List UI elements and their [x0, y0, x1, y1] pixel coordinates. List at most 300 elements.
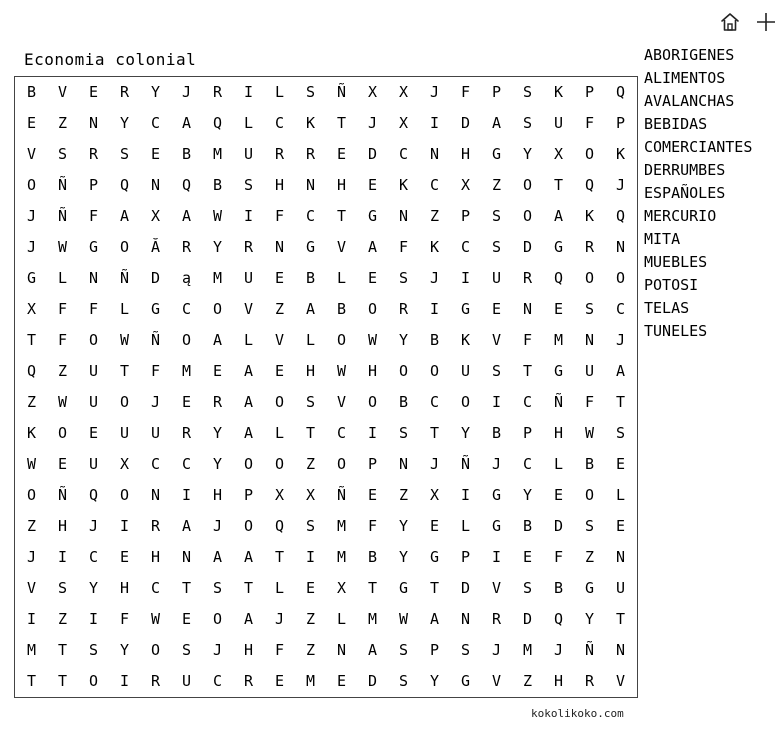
- grid-cell[interactable]: O: [584, 144, 595, 163]
- grid-cell[interactable]: J: [429, 82, 440, 101]
- grid-cell[interactable]: T: [429, 423, 440, 442]
- grid-cell[interactable]: Z: [491, 175, 502, 194]
- grid-cell[interactable]: Y: [429, 671, 440, 690]
- grid-cell[interactable]: R: [243, 237, 254, 256]
- grid-cell[interactable]: S: [522, 113, 533, 132]
- grid-cell[interactable]: S: [584, 516, 595, 535]
- grid-cell[interactable]: M: [26, 640, 37, 659]
- grid-cell[interactable]: S: [119, 144, 130, 163]
- grid-cell[interactable]: U: [491, 268, 502, 287]
- grid-cell[interactable]: P: [429, 640, 440, 659]
- grid-cell[interactable]: Y: [212, 237, 223, 256]
- grid-cell[interactable]: B: [491, 423, 502, 442]
- grid-cell[interactable]: R: [398, 299, 409, 318]
- grid-cell[interactable]: J: [26, 206, 37, 225]
- grid-cell[interactable]: R: [522, 268, 533, 287]
- grid-cell[interactable]: N: [615, 640, 626, 659]
- grid-cell[interactable]: C: [212, 671, 223, 690]
- grid-cell[interactable]: B: [429, 330, 440, 349]
- grid-cell[interactable]: S: [88, 640, 99, 659]
- grid-cell[interactable]: K: [305, 113, 316, 132]
- grid-cell[interactable]: E: [181, 392, 192, 411]
- grid-cell[interactable]: Y: [119, 113, 130, 132]
- grid-cell[interactable]: J: [429, 268, 440, 287]
- grid-cell[interactable]: U: [243, 144, 254, 163]
- grid-cell[interactable]: Z: [274, 299, 285, 318]
- grid-cell[interactable]: G: [429, 547, 440, 566]
- grid-cell[interactable]: O: [212, 609, 223, 628]
- grid-cell[interactable]: E: [57, 454, 68, 473]
- grid-cell[interactable]: V: [243, 299, 254, 318]
- grid-cell[interactable]: O: [367, 392, 378, 411]
- grid-cell[interactable]: T: [305, 423, 316, 442]
- grid-cell[interactable]: T: [119, 361, 130, 380]
- grid-cell[interactable]: J: [88, 516, 99, 535]
- grid-cell[interactable]: M: [181, 361, 192, 380]
- grid-cell[interactable]: Z: [429, 206, 440, 225]
- grid-cell[interactable]: K: [460, 330, 471, 349]
- grid-cell[interactable]: F: [274, 206, 285, 225]
- grid-cell[interactable]: Q: [26, 361, 37, 380]
- grid-cell[interactable]: V: [615, 671, 626, 690]
- grid-cell[interactable]: J: [274, 609, 285, 628]
- grid-cell[interactable]: G: [305, 237, 316, 256]
- grid-cell[interactable]: L: [274, 82, 285, 101]
- grid-cell[interactable]: N: [398, 206, 409, 225]
- grid-cell[interactable]: S: [398, 268, 409, 287]
- grid-cell[interactable]: S: [212, 578, 223, 597]
- grid-cell[interactable]: M: [367, 609, 378, 628]
- grid-cell[interactable]: F: [57, 299, 68, 318]
- grid-cell[interactable]: Y: [212, 423, 223, 442]
- grid-cell[interactable]: E: [274, 671, 285, 690]
- grid-cell[interactable]: I: [460, 485, 471, 504]
- grid-cell[interactable]: E: [212, 361, 223, 380]
- grid-cell[interactable]: J: [212, 516, 223, 535]
- grid-cell[interactable]: F: [367, 516, 378, 535]
- grid-cell[interactable]: E: [88, 82, 99, 101]
- grid-cell[interactable]: J: [491, 454, 502, 473]
- grid-cell[interactable]: R: [491, 609, 502, 628]
- grid-cell[interactable]: E: [367, 485, 378, 504]
- grid-cell[interactable]: K: [553, 82, 564, 101]
- grid-cell[interactable]: J: [615, 175, 626, 194]
- grid-cell[interactable]: Q: [212, 113, 223, 132]
- grid-cell[interactable]: N: [615, 547, 626, 566]
- grid-cell[interactable]: A: [491, 113, 502, 132]
- grid-cell[interactable]: B: [212, 175, 223, 194]
- grid-cell[interactable]: A: [212, 330, 223, 349]
- grid-cell[interactable]: D: [460, 578, 471, 597]
- grid-cell[interactable]: W: [57, 392, 68, 411]
- grid-cell[interactable]: R: [88, 144, 99, 163]
- grid-cell[interactable]: Z: [305, 640, 316, 659]
- grid-cell[interactable]: E: [367, 268, 378, 287]
- grid-cell[interactable]: I: [181, 485, 192, 504]
- grid-cell[interactable]: V: [336, 237, 347, 256]
- grid-cell[interactable]: Y: [398, 516, 409, 535]
- grid-cell[interactable]: I: [119, 516, 130, 535]
- grid-cell[interactable]: H: [57, 516, 68, 535]
- grid-cell[interactable]: H: [212, 485, 223, 504]
- grid-cell[interactable]: A: [181, 113, 192, 132]
- grid-cell[interactable]: O: [119, 485, 130, 504]
- grid-cell[interactable]: A: [181, 516, 192, 535]
- grid-cell[interactable]: C: [181, 299, 192, 318]
- grid-cell[interactable]: T: [522, 361, 533, 380]
- grid-cell[interactable]: Z: [26, 516, 37, 535]
- grid-cell[interactable]: X: [119, 454, 130, 473]
- grid-cell[interactable]: M: [212, 268, 223, 287]
- grid-cell[interactable]: I: [429, 299, 440, 318]
- grid-cell[interactable]: Z: [57, 113, 68, 132]
- grid-cell[interactable]: B: [305, 268, 316, 287]
- grid-cell[interactable]: C: [274, 113, 285, 132]
- grid-cell[interactable]: F: [553, 547, 564, 566]
- grid-cell[interactable]: N: [615, 237, 626, 256]
- grid-cell[interactable]: J: [615, 330, 626, 349]
- grid-cell[interactable]: J: [491, 640, 502, 659]
- grid-cell[interactable]: G: [460, 299, 471, 318]
- grid-cell[interactable]: I: [26, 609, 37, 628]
- grid-cell[interactable]: X: [553, 144, 564, 163]
- grid-cell[interactable]: L: [274, 423, 285, 442]
- grid-cell[interactable]: R: [274, 144, 285, 163]
- grid-cell[interactable]: M: [305, 671, 316, 690]
- grid-cell[interactable]: U: [88, 361, 99, 380]
- grid-cell[interactable]: A: [119, 206, 130, 225]
- grid-cell[interactable]: S: [398, 423, 409, 442]
- grid-cell[interactable]: V: [491, 671, 502, 690]
- grid-cell[interactable]: I: [119, 671, 130, 690]
- grid-cell[interactable]: O: [460, 392, 471, 411]
- grid-cell[interactable]: R: [243, 671, 254, 690]
- grid-cell[interactable]: Ñ: [584, 640, 595, 659]
- grid-cell[interactable]: U: [615, 578, 626, 597]
- grid-cell[interactable]: Y: [88, 578, 99, 597]
- grid-cell[interactable]: W: [212, 206, 223, 225]
- grid-cell[interactable]: G: [491, 144, 502, 163]
- grid-cell[interactable]: S: [491, 206, 502, 225]
- grid-cell[interactable]: G: [584, 578, 595, 597]
- grid-cell[interactable]: L: [615, 485, 626, 504]
- grid-cell[interactable]: A: [181, 206, 192, 225]
- grid-cell[interactable]: Z: [305, 609, 316, 628]
- grid-cell[interactable]: H: [460, 144, 471, 163]
- grid-cell[interactable]: E: [181, 609, 192, 628]
- grid-cell[interactable]: Ă: [150, 237, 161, 256]
- grid-cell[interactable]: C: [522, 454, 533, 473]
- grid-cell[interactable]: O: [398, 361, 409, 380]
- grid-cell[interactable]: Q: [274, 516, 285, 535]
- grid-cell[interactable]: A: [243, 392, 254, 411]
- grid-cell[interactable]: L: [274, 578, 285, 597]
- grid-cell[interactable]: C: [150, 113, 161, 132]
- grid-cell[interactable]: V: [491, 330, 502, 349]
- grid-cell[interactable]: O: [615, 268, 626, 287]
- grid-cell[interactable]: X: [274, 485, 285, 504]
- grid-cell[interactable]: E: [367, 175, 378, 194]
- grid-cell[interactable]: Y: [398, 547, 409, 566]
- grid-cell[interactable]: A: [429, 609, 440, 628]
- grid-cell[interactable]: V: [26, 144, 37, 163]
- grid-cell[interactable]: Q: [88, 485, 99, 504]
- grid-cell[interactable]: S: [305, 516, 316, 535]
- grid-cell[interactable]: N: [181, 547, 192, 566]
- grid-cell[interactable]: V: [491, 578, 502, 597]
- grid-cell[interactable]: V: [26, 578, 37, 597]
- grid-cell[interactable]: I: [429, 113, 440, 132]
- grid-cell[interactable]: C: [522, 392, 533, 411]
- grid-cell[interactable]: B: [398, 392, 409, 411]
- grid-cell[interactable]: S: [491, 361, 502, 380]
- grid-cell[interactable]: S: [305, 82, 316, 101]
- grid-cell[interactable]: V: [336, 392, 347, 411]
- grid-cell[interactable]: S: [398, 640, 409, 659]
- grid-cell[interactable]: X: [26, 299, 37, 318]
- grid-cell[interactable]: I: [491, 547, 502, 566]
- grid-cell[interactable]: X: [398, 113, 409, 132]
- grid-cell[interactable]: E: [274, 268, 285, 287]
- grid-cell[interactable]: E: [336, 144, 347, 163]
- grid-cell[interactable]: H: [119, 578, 130, 597]
- grid-cell[interactable]: F: [584, 392, 595, 411]
- grid-cell[interactable]: S: [57, 144, 68, 163]
- grid-cell[interactable]: E: [553, 485, 564, 504]
- grid-cell[interactable]: P: [243, 485, 254, 504]
- grid-cell[interactable]: N: [305, 175, 316, 194]
- grid-cell[interactable]: R: [584, 237, 595, 256]
- grid-cell[interactable]: O: [367, 299, 378, 318]
- grid-cell[interactable]: I: [88, 609, 99, 628]
- grid-cell[interactable]: F: [88, 299, 99, 318]
- grid-cell[interactable]: P: [88, 175, 99, 194]
- grid-cell[interactable]: L: [336, 268, 347, 287]
- grid-cell[interactable]: E: [26, 113, 37, 132]
- grid-cell[interactable]: O: [336, 454, 347, 473]
- grid-cell[interactable]: S: [57, 578, 68, 597]
- grid-cell[interactable]: G: [150, 299, 161, 318]
- grid-cell[interactable]: Q: [181, 175, 192, 194]
- grid-cell[interactable]: A: [243, 547, 254, 566]
- grid-cell[interactable]: Ñ: [57, 206, 68, 225]
- grid-cell[interactable]: H: [367, 361, 378, 380]
- grid-cell[interactable]: O: [429, 361, 440, 380]
- grid-cell[interactable]: L: [305, 330, 316, 349]
- grid-cell[interactable]: O: [522, 206, 533, 225]
- grid-cell[interactable]: T: [274, 547, 285, 566]
- grid-cell[interactable]: Q: [615, 206, 626, 225]
- grid-cell[interactable]: H: [553, 423, 564, 442]
- grid-cell[interactable]: F: [57, 330, 68, 349]
- grid-cell[interactable]: E: [88, 423, 99, 442]
- grid-cell[interactable]: N: [584, 330, 595, 349]
- grid-cell[interactable]: X: [398, 82, 409, 101]
- grid-cell[interactable]: P: [491, 82, 502, 101]
- grid-cell[interactable]: G: [398, 578, 409, 597]
- grid-cell[interactable]: D: [367, 671, 378, 690]
- grid-cell[interactable]: R: [212, 392, 223, 411]
- grid-cell[interactable]: P: [460, 547, 471, 566]
- grid-cell[interactable]: U: [88, 392, 99, 411]
- grid-cell[interactable]: J: [26, 547, 37, 566]
- grid-cell[interactable]: I: [491, 392, 502, 411]
- grid-cell[interactable]: S: [181, 640, 192, 659]
- grid-cell[interactable]: J: [367, 113, 378, 132]
- grid-cell[interactable]: X: [367, 82, 378, 101]
- grid-cell[interactable]: Q: [584, 175, 595, 194]
- grid-cell[interactable]: I: [305, 547, 316, 566]
- grid-cell[interactable]: J: [429, 454, 440, 473]
- grid-cell[interactable]: T: [553, 175, 564, 194]
- grid-cell[interactable]: Z: [522, 671, 533, 690]
- grid-cell[interactable]: G: [367, 206, 378, 225]
- grid-cell[interactable]: Z: [398, 485, 409, 504]
- grid-cell[interactable]: Z: [57, 361, 68, 380]
- grid-cell[interactable]: T: [57, 671, 68, 690]
- grid-cell[interactable]: R: [150, 516, 161, 535]
- grid-cell[interactable]: H: [336, 175, 347, 194]
- grid-cell[interactable]: A: [367, 237, 378, 256]
- grid-cell[interactable]: E: [119, 547, 130, 566]
- grid-cell[interactable]: J: [181, 82, 192, 101]
- grid-cell[interactable]: K: [584, 206, 595, 225]
- grid-cell[interactable]: L: [336, 609, 347, 628]
- grid-cell[interactable]: T: [429, 578, 440, 597]
- grid-cell[interactable]: L: [243, 330, 254, 349]
- grid-cell[interactable]: Y: [212, 454, 223, 473]
- grid-cell[interactable]: P: [367, 454, 378, 473]
- grid-cell[interactable]: Ñ: [57, 175, 68, 194]
- grid-cell[interactable]: K: [398, 175, 409, 194]
- grid-cell[interactable]: Ñ: [150, 330, 161, 349]
- grid-cell[interactable]: I: [57, 547, 68, 566]
- grid-cell[interactable]: N: [88, 113, 99, 132]
- grid-cell[interactable]: Z: [305, 454, 316, 473]
- grid-cell[interactable]: T: [26, 330, 37, 349]
- grid-cell[interactable]: Y: [584, 609, 595, 628]
- grid-cell[interactable]: O: [584, 485, 595, 504]
- grid-cell[interactable]: P: [615, 113, 626, 132]
- grid-cell[interactable]: S: [584, 299, 595, 318]
- grid-cell[interactable]: O: [88, 330, 99, 349]
- grid-cell[interactable]: T: [367, 578, 378, 597]
- grid-cell[interactable]: C: [88, 547, 99, 566]
- grid-cell[interactable]: X: [460, 175, 471, 194]
- grid-cell[interactable]: M: [336, 547, 347, 566]
- grid-cell[interactable]: A: [243, 361, 254, 380]
- grid-cell[interactable]: F: [460, 82, 471, 101]
- grid-cell[interactable]: S: [491, 237, 502, 256]
- grid-cell[interactable]: Y: [460, 423, 471, 442]
- grid-cell[interactable]: V: [274, 330, 285, 349]
- add-button[interactable]: [754, 10, 778, 34]
- grid-cell[interactable]: P: [522, 423, 533, 442]
- grid-cell[interactable]: Y: [150, 82, 161, 101]
- grid-cell[interactable]: G: [553, 237, 564, 256]
- grid-cell[interactable]: L: [57, 268, 68, 287]
- grid-cell[interactable]: M: [553, 330, 564, 349]
- grid-cell[interactable]: F: [584, 113, 595, 132]
- grid-cell[interactable]: N: [460, 609, 471, 628]
- grid-cell[interactable]: T: [336, 206, 347, 225]
- grid-cell[interactable]: R: [119, 82, 130, 101]
- grid-cell[interactable]: G: [88, 237, 99, 256]
- grid-cell[interactable]: H: [274, 175, 285, 194]
- grid-cell[interactable]: U: [181, 671, 192, 690]
- grid-cell[interactable]: K: [615, 144, 626, 163]
- grid-cell[interactable]: N: [336, 640, 347, 659]
- grid-cell[interactable]: O: [57, 423, 68, 442]
- grid-cell[interactable]: H: [553, 671, 564, 690]
- grid-cell[interactable]: E: [305, 578, 316, 597]
- grid-cell[interactable]: U: [119, 423, 130, 442]
- grid-cell[interactable]: M: [212, 144, 223, 163]
- grid-cell[interactable]: G: [553, 361, 564, 380]
- grid-cell[interactable]: H: [243, 640, 254, 659]
- grid-cell[interactable]: I: [243, 82, 254, 101]
- grid-cell[interactable]: D: [522, 609, 533, 628]
- grid-cell[interactable]: E: [150, 144, 161, 163]
- grid-cell[interactable]: Ñ: [57, 485, 68, 504]
- grid-cell[interactable]: I: [243, 206, 254, 225]
- grid-cell[interactable]: K: [26, 423, 37, 442]
- grid-cell[interactable]: D: [367, 144, 378, 163]
- grid-cell[interactable]: E: [615, 454, 626, 473]
- grid-cell[interactable]: X: [150, 206, 161, 225]
- grid-cell[interactable]: F: [119, 609, 130, 628]
- grid-cell[interactable]: V: [57, 82, 68, 101]
- grid-cell[interactable]: W: [57, 237, 68, 256]
- grid-cell[interactable]: O: [584, 268, 595, 287]
- grid-cell[interactable]: U: [553, 113, 564, 132]
- grid-cell[interactable]: I: [460, 268, 471, 287]
- grid-cell[interactable]: B: [522, 516, 533, 535]
- grid-cell[interactable]: S: [243, 175, 254, 194]
- grid-cell[interactable]: C: [305, 206, 316, 225]
- grid-cell[interactable]: D: [553, 516, 564, 535]
- home-button[interactable]: [718, 10, 742, 34]
- grid-cell[interactable]: J: [150, 392, 161, 411]
- grid-cell[interactable]: C: [429, 392, 440, 411]
- grid-cell[interactable]: D: [522, 237, 533, 256]
- grid-cell[interactable]: C: [429, 175, 440, 194]
- grid-cell[interactable]: Q: [553, 268, 564, 287]
- grid-cell[interactable]: U: [460, 361, 471, 380]
- grid-cell[interactable]: B: [181, 144, 192, 163]
- grid-cell[interactable]: A: [367, 640, 378, 659]
- grid-cell[interactable]: A: [243, 609, 254, 628]
- grid-cell[interactable]: W: [367, 330, 378, 349]
- grid-cell[interactable]: C: [336, 423, 347, 442]
- grid-cell[interactable]: R: [584, 671, 595, 690]
- grid-cell[interactable]: J: [26, 237, 37, 256]
- grid-cell[interactable]: E: [429, 516, 440, 535]
- grid-cell[interactable]: T: [615, 609, 626, 628]
- grid-cell[interactable]: G: [460, 671, 471, 690]
- grid-cell[interactable]: C: [615, 299, 626, 318]
- grid-cell[interactable]: A: [212, 547, 223, 566]
- grid-cell[interactable]: N: [88, 268, 99, 287]
- grid-cell[interactable]: A: [243, 423, 254, 442]
- grid-cell[interactable]: R: [181, 237, 192, 256]
- grid-cell[interactable]: J: [553, 640, 564, 659]
- grid-cell[interactable]: L: [460, 516, 471, 535]
- grid-cell[interactable]: C: [181, 454, 192, 473]
- grid-cell[interactable]: ą: [181, 268, 192, 287]
- grid-cell[interactable]: F: [150, 361, 161, 380]
- grid-cell[interactable]: N: [150, 175, 161, 194]
